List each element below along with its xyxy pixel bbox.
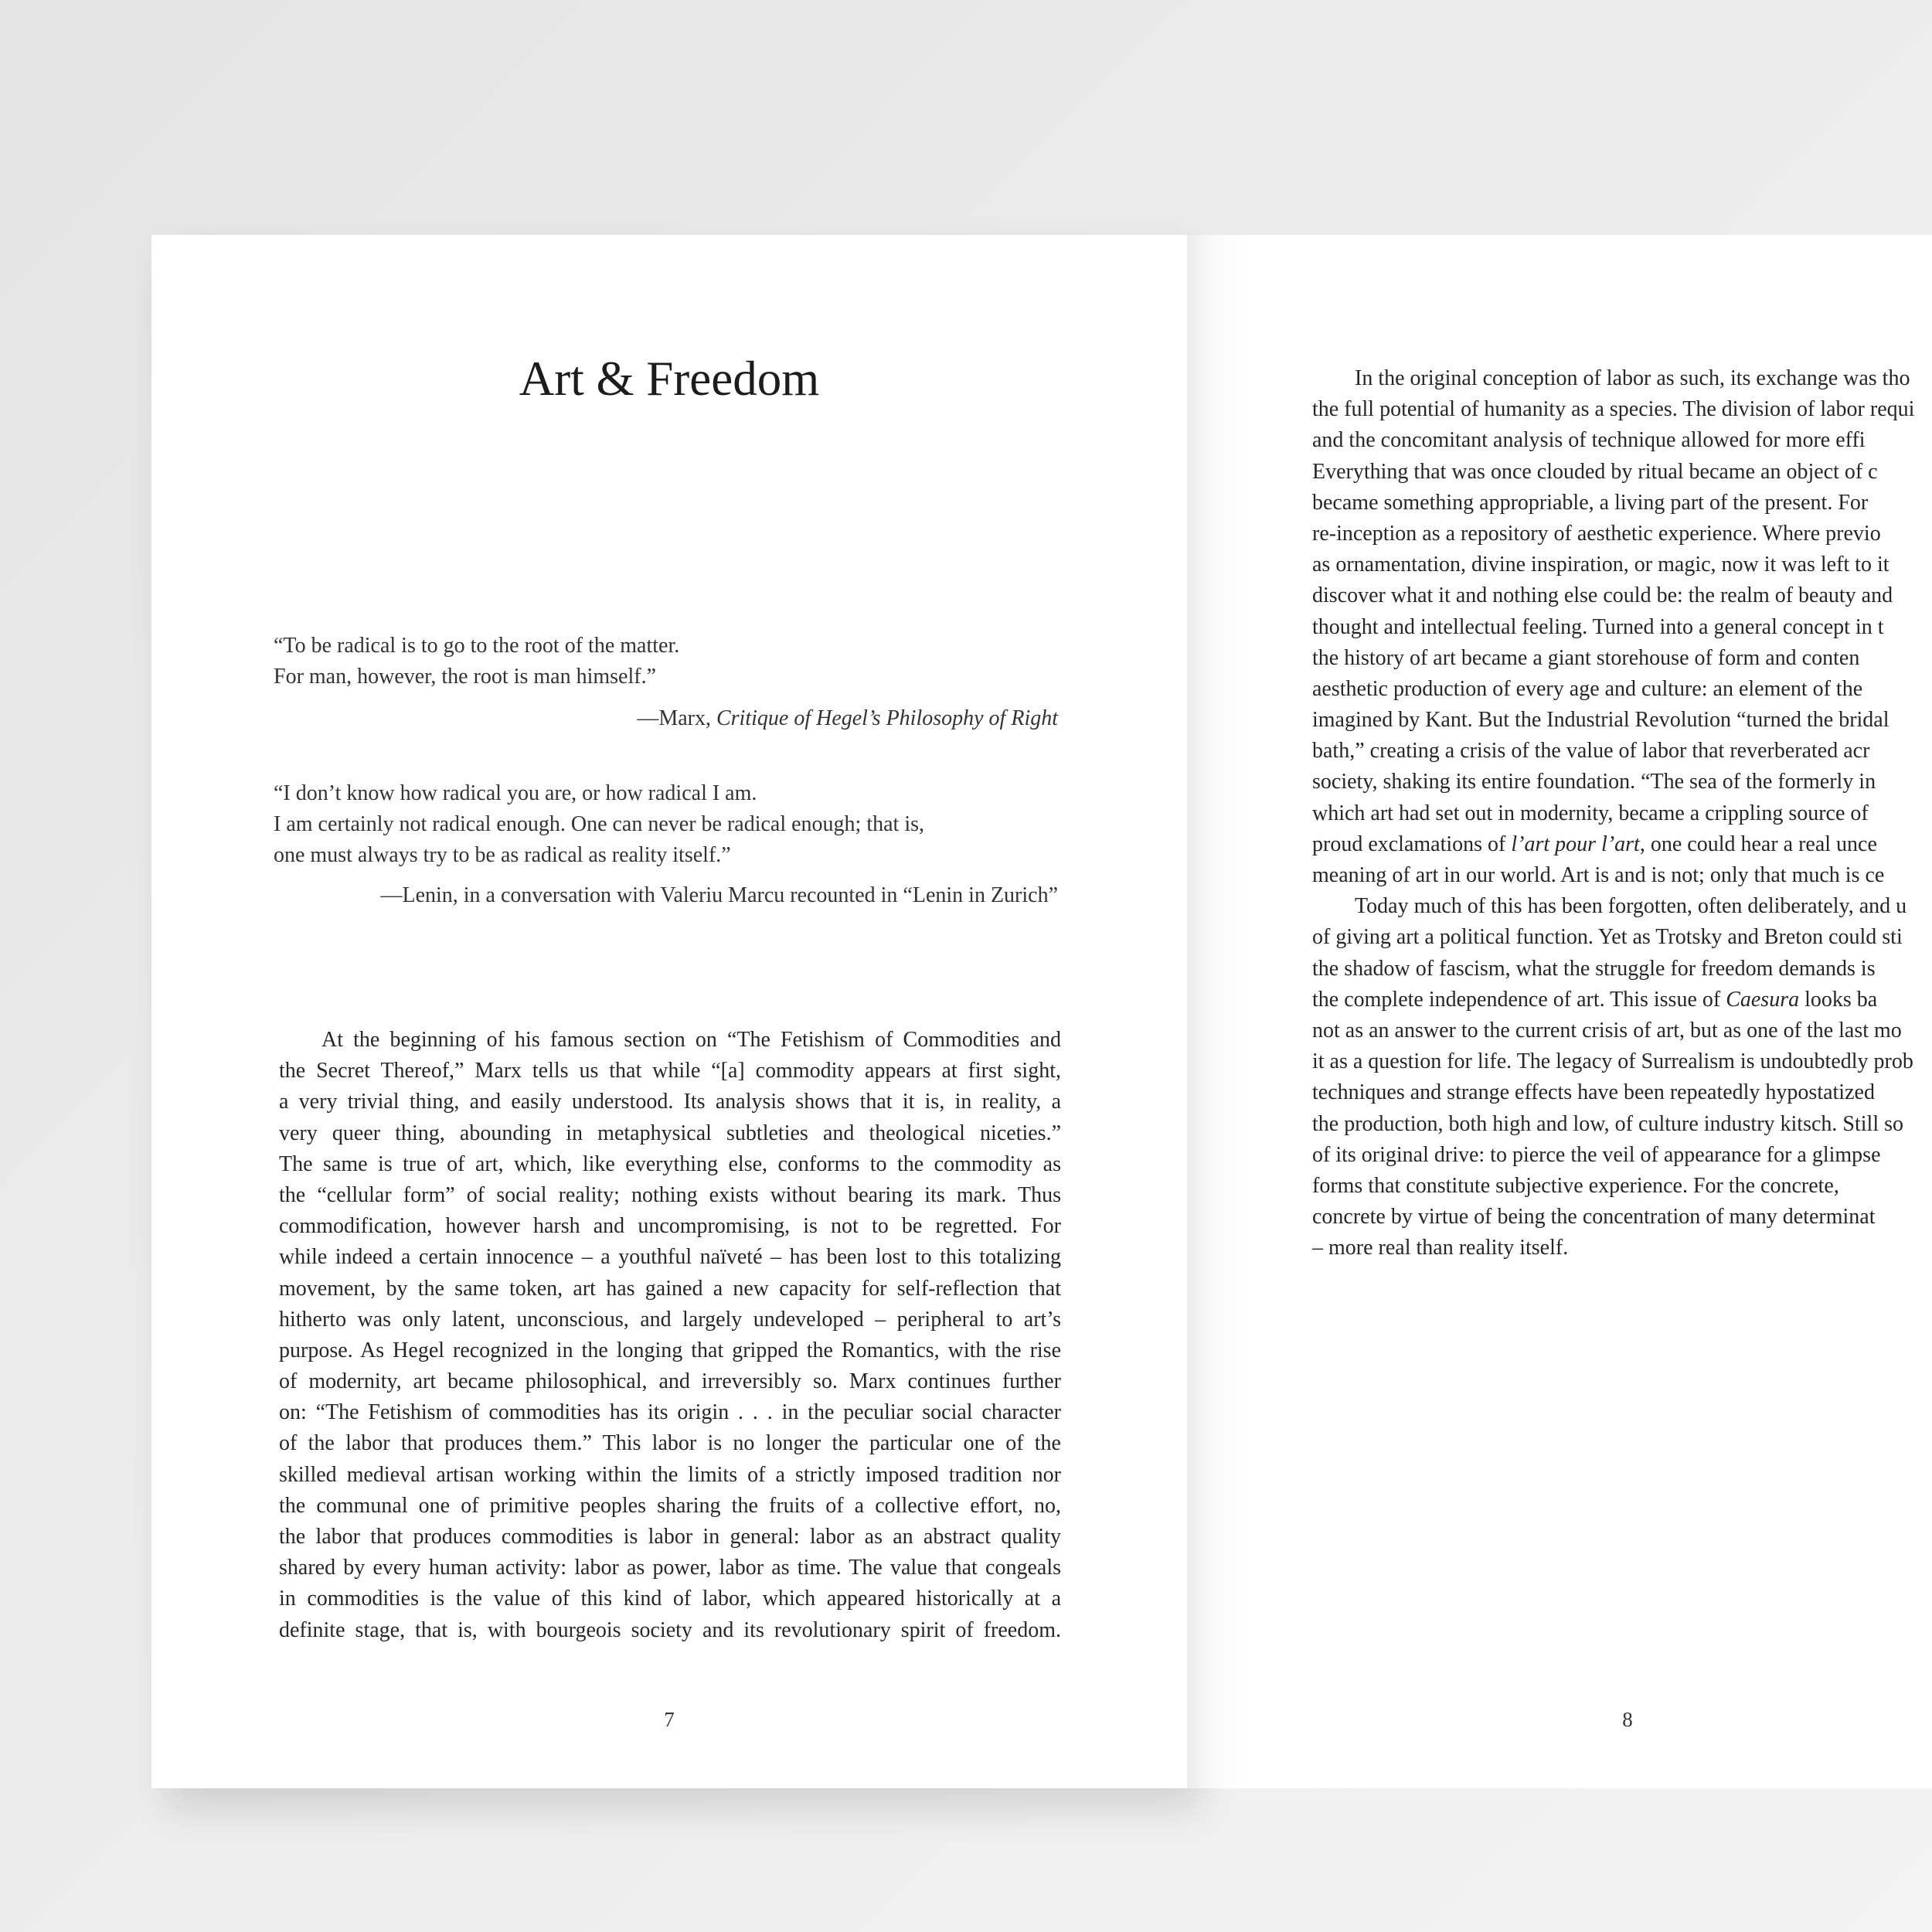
quote-line: “I don’t know how radical you are, or how radical I am. bbox=[274, 781, 757, 805]
body-line: the production, both high and low, of culture industry kitsch. Still so bbox=[1312, 1111, 1903, 1136]
body-line: the shadow of fascism, what the struggle for freedom demands is bbox=[1312, 956, 1876, 981]
quote-line: For man, however, the root is man himself.” bbox=[274, 665, 656, 689]
quote-line: one must always try to be as radical as reality itself.” bbox=[274, 843, 731, 867]
body-line: of giving art a political function. Yet as Trotsky and Breton could sti bbox=[1312, 925, 1903, 950]
body-line: thought and intellectual feeling. Turned into a general concept in t bbox=[1312, 614, 1884, 639]
left-body-text bbox=[279, 1025, 1061, 1646]
body-line: forms that constitute subjective experience. For the concrete, bbox=[1312, 1173, 1839, 1198]
body-line: At the beginning of his famous section on “The Fetishism of Commodities and bbox=[321, 1028, 1061, 1052]
body-line: techniques and strange effects have been repeatedly hypostatized bbox=[1312, 1080, 1875, 1105]
page-title: Art & Freedom bbox=[519, 352, 820, 406]
body-line: of the labor that produces them.” This labor is no longer the particular one of the bbox=[279, 1431, 1061, 1456]
page-number: 7 bbox=[664, 1708, 675, 1731]
body-line: – more real than reality itself. bbox=[1312, 1236, 1569, 1260]
body-line: commodification, however harsh and uncompromising, is not to be regretted. For bbox=[279, 1214, 1061, 1239]
italic-phrase: Caesura bbox=[1726, 987, 1800, 1012]
body-line bbox=[1312, 985, 1932, 1015]
body-line: aesthetic production of every age and culture: an element of the bbox=[1312, 676, 1863, 701]
left-page bbox=[151, 235, 1187, 1788]
lenin-epigraph bbox=[274, 778, 1058, 911]
body-line: the communal one of primitive peoples sharing the fruits of a collective effort, no, bbox=[279, 1493, 1061, 1518]
italic-phrase: l’art pour l’art bbox=[1511, 832, 1640, 856]
body-line: it as a question for life. The legacy of Surrealism is undoubtedly prob bbox=[1312, 1049, 1913, 1074]
body-line: on: “The Fetishism of commodities has its origin . . . in the peculiar social character bbox=[279, 1400, 1061, 1425]
quote-attribution: —Lenin, in a conversation with Valeriu Marcu recounted in “Lenin in Zurich” bbox=[380, 883, 1058, 907]
right-body-text bbox=[1312, 363, 1932, 1264]
quote-line: “To be radical is to go to the root of the matter. bbox=[274, 634, 680, 658]
body-line: imagined by Kant. But the Industrial Revolution “turned the bridal bbox=[1312, 708, 1889, 733]
right-page bbox=[1187, 235, 1932, 1788]
body-line: re-inception as a repository of aesthetic experience. Where previo bbox=[1312, 521, 1881, 546]
body-line-start: the complete independence of art. This issue of bbox=[1312, 987, 1726, 1012]
attribution-work: Critique of Hegel’s Philosophy of Right bbox=[716, 706, 1058, 730]
body-line: of its original drive: to pierce the veil of appearance for a glimpse bbox=[1312, 1142, 1881, 1167]
body-line: Today much of this has been forgotten, often deliberately, and u bbox=[1355, 894, 1907, 919]
body-line: of modernity, art became philosophical, and irreversibly so. Marx continues further bbox=[279, 1369, 1061, 1394]
body-line: skilled medieval artisan working within the limits of a strictly imposed tradition nor bbox=[279, 1462, 1061, 1487]
quote-line: I am certainly not radical enough. One can never be radical enough; that is, bbox=[274, 812, 924, 836]
body-line: the full potential of humanity as a species. The division of labor requi bbox=[1312, 397, 1915, 422]
body-line: bath,” creating a crisis of the value of labor that reverberated acr bbox=[1312, 739, 1870, 764]
body-line: which art had set out in modernity, became a crippling source of bbox=[1312, 801, 1869, 825]
body-line: while indeed a certain innocence – a youthful naïveté – has been lost to this totalizing bbox=[279, 1245, 1061, 1270]
body-line: became something appropriable, a living part of the present. For bbox=[1312, 490, 1869, 515]
body-line: very queer thing, abounding in metaphysical subtleties and theological niceties.” bbox=[279, 1121, 1061, 1145]
body-line: not as an answer to the current crisis of art, but as one of the last mo bbox=[1312, 1018, 1902, 1043]
marx-epigraph bbox=[274, 631, 1058, 734]
body-line: definite stage, that is, with bourgeois society and its revolutionary spirit of freedom. bbox=[279, 1617, 1061, 1642]
body-line: shared by every human activity: labor as power, labor as time. The value that congeals bbox=[279, 1556, 1061, 1580]
body-line: Everything that was once clouded by ritual became an object of c bbox=[1312, 459, 1878, 484]
body-line-start: proud exclamations of bbox=[1312, 832, 1512, 856]
body-line: the labor that produces commodities is labor in general: labor as an abstract quality bbox=[279, 1525, 1061, 1549]
body-line: the Secret Thereof,” Marx tells us that while “[a] commodity appears at first sight, bbox=[279, 1059, 1061, 1083]
body-line-end: , one could hear a real unce bbox=[1639, 832, 1877, 856]
quote-attribution bbox=[274, 703, 1058, 734]
body-line: The same is true of art, which, like everything else, conforms to the commodity as bbox=[279, 1151, 1061, 1176]
body-line: purpose. As Hegel recognized in the longing that gripped the Romantics, with the rise bbox=[279, 1338, 1061, 1362]
body-line: movement, by the same token, art has gained a new capacity for self-reflection that bbox=[279, 1276, 1061, 1301]
body-line-end: looks ba bbox=[1799, 987, 1878, 1012]
body-line: the history of art became a giant storehouse of form and conten bbox=[1312, 645, 1860, 670]
body-line: hitherto was only latent, unconscious, and largely undeveloped – peripheral to art’s bbox=[279, 1307, 1061, 1332]
body-line: as ornamentation, divine inspiration, or magic, now it was left to it bbox=[1312, 553, 1889, 577]
body-line: a very trivial thing, and easily understood. Its analysis shows that it is, in reality, a bbox=[279, 1090, 1061, 1114]
body-line: In the original conception of labor as such, its exchange was tho bbox=[1355, 366, 1910, 390]
body-line: and the concomitant analysis of technique allowed for more effi bbox=[1312, 428, 1866, 453]
body-line bbox=[1312, 829, 1932, 860]
body-line: society, shaking its entire foundation. “The sea of the formerly in bbox=[1312, 770, 1876, 794]
body-line: the “cellular form” of social reality; nothing exists without bearing its mark. Thus bbox=[279, 1182, 1061, 1207]
body-line: concrete by virtue of being the concentration of many determinat bbox=[1312, 1205, 1876, 1230]
attribution-prefix: —Marx, bbox=[637, 706, 716, 730]
body-line: in commodities is the value of this kind of labor, which appeared historically at a bbox=[279, 1587, 1061, 1611]
body-line: meaning of art in our world. Art is and is not; only that much is ce bbox=[1312, 863, 1885, 887]
body-line: discover what it and nothing else could be: the realm of beauty and bbox=[1312, 583, 1893, 608]
page-number: 8 bbox=[1622, 1708, 1633, 1731]
